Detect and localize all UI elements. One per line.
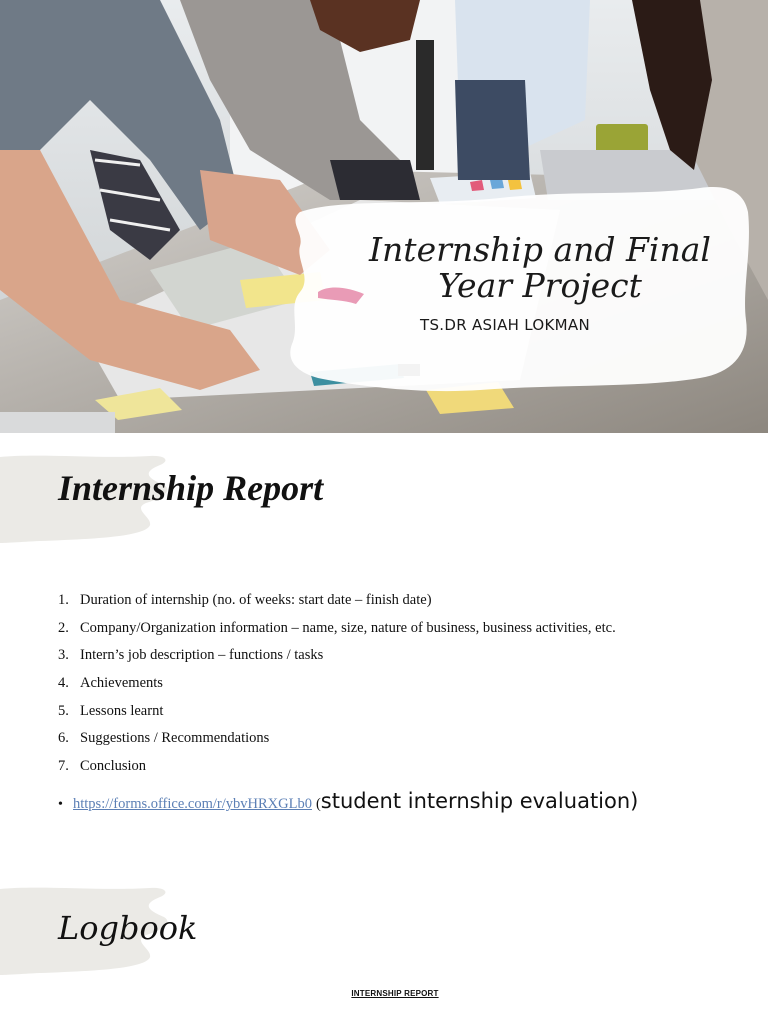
list-item: 1. Duration of internship (no. of weeks: start date – finish date) (58, 592, 432, 608)
list-item: 6. Suggestions / Recommendations (58, 730, 270, 747)
list-item: 2. Company/Organization information – name, size, nature of business, business activities, etc. (58, 619, 616, 636)
hero-photo (0, 0, 768, 433)
evaluation-form-line: • https://forms.office.com/r/ybvHRXGLb0 ( student internship evaluation) (58, 789, 639, 813)
report-requirements-list (58, 590, 616, 784)
list-item: 4. Achievements (58, 675, 163, 692)
evaluation-form-link[interactable]: https://forms.office.com/r/ybvHRXGLb0 (73, 796, 312, 812)
evaluation-description: student internship evaluation) (320, 789, 639, 813)
list-item: 7. Conclusion (58, 758, 147, 775)
document-footer-label: INTERNSHIP REPORT (351, 989, 439, 998)
presentation-title: Internship and Final Year Project (369, 230, 711, 305)
slide-title: Internship Report (58, 468, 324, 508)
internship-report-slide (0, 433, 768, 873)
logbook-slide (0, 873, 768, 1024)
title-slide (0, 0, 768, 433)
list-item: 5. Lessons learnt (58, 702, 164, 719)
slide-title: Logbook (58, 909, 198, 947)
list-item: 3. Intern’s job description – functions / tasks (58, 647, 324, 664)
presenter-name: TS.DR ASIAH LOKMAN (420, 316, 590, 334)
bullet-glyph: • (58, 797, 63, 812)
